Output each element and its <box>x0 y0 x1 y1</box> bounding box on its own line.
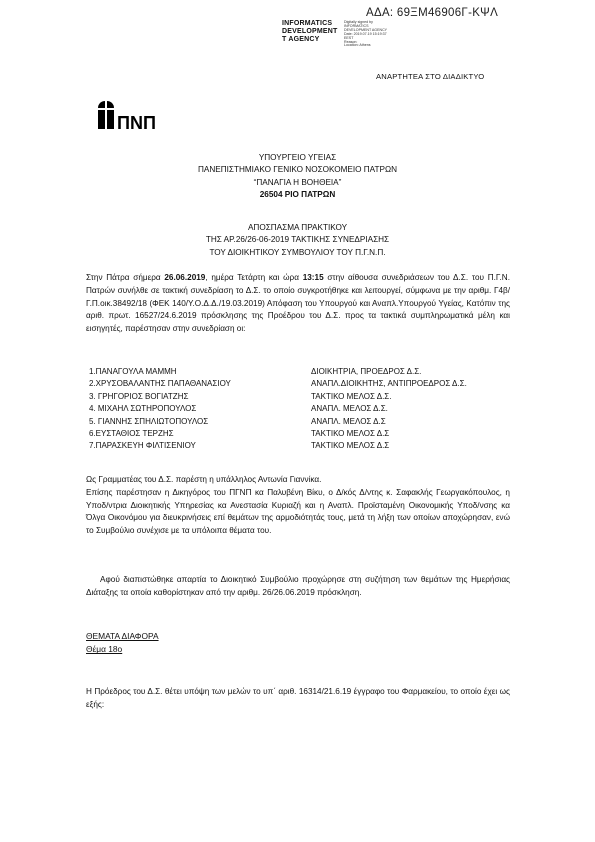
secretary-line: Ως Γραμματέας του Δ.Σ. παρέστη η υπάλληλος Αντωνία Γιαννίκα. <box>86 475 322 484</box>
pnp-hospital-logo <box>96 100 156 132</box>
member-name: 2.ΧΡΥΣΟΒΑΛΑΝΤΗΣ ΠΑΠΑΘΑΝΑΣΙΟΥ <box>89 379 231 389</box>
member-role: ΤΑΚΤΙΚΟ ΜΕΛΟΣ Δ.Σ. <box>311 391 392 401</box>
digital-signature-stamp <box>282 20 394 48</box>
logo-text: ΠΝΠ <box>117 113 156 132</box>
topic-number: Θέμα 18ο <box>86 644 123 655</box>
also-present-text: Επίσης παρέστησαν η Δικηγόρος του ΠΓΝΠ κα Παλυβένη Βίκυ, ο Δ/κός Δ/ντης κ. Σαφακλής Γεωργακόπουλος, η Υποδ/ντρια Διοικητικής Υπηρεσίας κα Ανεστασία Κυριαζή και η Αναπλ. Προϊσταμένη Οικονομικής Υποδ/νσης κα Όλγα Οικονόμου για διευκρινήσεις επί θεμάτων της αρμοδιότητάς τους, μετά τη λήξη των οποίων αποχώρησαν, ενώ το Συμβούλιο συνέχισε με τα υπόλοιπα θέματα του. <box>86 487 510 536</box>
member-row <box>89 391 509 403</box>
signature-details <box>344 21 387 48</box>
topics-heading: ΘΕΜΑΤΑ ΔΙΑΦΟΡΑ <box>86 631 159 641</box>
member-role: ΑΝΑΠΛ.ΔΙΟΙΚΗΤΗΣ, ΑΝΤΙΠΡΟΕΔΡΟΣ Δ.Σ. <box>311 379 467 389</box>
ida-line: DEVELOPMENT <box>282 28 338 35</box>
member-name: 1.ΠΑΝΑΓΟΥΛΑ ΜΑΜΜΗ <box>89 367 177 376</box>
signature-detail-line: Date: 2019.07.19 15:19:37 <box>344 31 387 36</box>
logo-symbol-icon <box>98 101 114 129</box>
quorum-paragraph: Αφού διαπιστώθηκε απαρτία το Διοικητικό Συμβούλιο προχώρησε στη συζήτηση των θεμάτων της Ημερήσιας Διάταξης τα οποία καθορίστηκαν από την αριθμ. 26/26.06.2019 πρόσκληση. <box>86 575 510 597</box>
member-role: ΔΙΟΙΚΗΤΡΙΑ, ΠΡΟΕΔΡΟΣ Δ.Σ. <box>311 367 422 376</box>
signature-detail-line: INFORMATICS <box>344 23 369 28</box>
ada-code: ΑΔΑ: 69ΞΜ46906Γ-ΚΨΛ <box>366 7 499 19</box>
extract-title: ΑΠΟΣΠΑΣΜΑ ΠΡΑΚΤΙΚΟΥ <box>247 223 348 232</box>
member-row <box>89 366 509 378</box>
hospital-name: ΠΑΝΕΠΙΣΤΗΜΙΑΚΟ ΓΕΝΙΚΟ ΝΟΣΟΚΟΜΕΙΟ ΠΑΤΡΩΝ <box>197 165 398 175</box>
ida-line: T AGENCY <box>282 36 320 43</box>
member-row <box>89 416 509 428</box>
member-name: 7.ΠΑΡΑΣΚΕΥΗ ΦΙΛΤΙΣΕΝΙΟΥ <box>89 441 196 451</box>
intro-text: , ημέρα Τετάρτη και ώρα <box>205 273 299 282</box>
member-row <box>89 428 509 440</box>
signature-detail-line: Reason: <box>344 39 358 44</box>
meeting-date: 26.06.2019 <box>164 273 206 282</box>
member-role: ΤΑΚΤΙΚΟ ΜΕΛΟΣ Δ.Σ <box>311 441 390 451</box>
member-role: ΑΝΑΠΛ. ΜΕΛΟΣ Δ.Σ. <box>311 404 388 414</box>
board-line: ΤΟΥ ΔΙΟΙΚΗΤΙΚΟΥ ΣΥΜΒΟΥΛΙΟΥ ΤΟΥ Π.Γ.Ν.Π. <box>209 247 386 257</box>
hospital-title: “ΠΑΝΑΓΙΑ Η ΒΟΗΘΕΙΑ” <box>253 177 342 187</box>
member-role: ΤΑΚΤΙΚΟ ΜΕΛΟΣ Δ.Σ <box>311 428 390 438</box>
session-line: ΤΗΣ ΑΡ.26/26-06-2019 ΤΑΚΤΙΚΗΣ ΣΥΝΕΔΡΙΑΣΗΣ <box>205 235 390 245</box>
member-name: 6.ΕΥΣΤΑΘΙΟΣ ΤΕΡΖΗΣ <box>89 428 174 438</box>
publish-online-note: ΑΝΑΡΤΗΤΕΑ ΣΤΟ ΔΙΑΔΙΚΤΥΟ <box>376 72 485 81</box>
member-row <box>89 378 509 390</box>
signature-detail-line: Location: Athens <box>344 43 371 48</box>
signature-detail-line: Digitally signed by <box>344 20 373 24</box>
member-name: 3. ΓΡΗΓΟΡΙΟΣ ΒΟΓΙΑΤΖΗΣ <box>89 391 189 401</box>
member-name: 5. ΓΙΑΝΝΗΣ ΣΠΗΛΙΩΤΟΠΟΥΛΟΣ <box>89 416 209 426</box>
hospital-address: 26504 ΡΙΟ ΠΑΤΡΩΝ <box>259 190 336 200</box>
intro-text: Στην Πάτρα σήμερα <box>86 273 161 282</box>
member-name: 4. ΜΙΧΑΗΛ ΣΩΤΗΡΟΠΟΥΛΟΣ <box>89 404 197 414</box>
final-paragraph: Η Πρόεδρος του Δ.Σ. θέτει υπόψη των μελών το υπ΄ αριθ. 16314/21.6.19 έγγραφο του Φαρμακείου, το οποίο έχει ως εξής: <box>86 687 510 709</box>
member-row <box>89 403 509 415</box>
meeting-time: 13:15 <box>302 273 324 282</box>
ministry-name: ΥΠΟΥΡΓΕΙΟ ΥΓΕΙΑΣ <box>258 153 337 162</box>
intro-text: στην αίθουσα συνεδριάσεων του Δ.Σ. του Π.Γ.Ν. Πατρών συνήλθε σε τακτική συνεδρίαση το Δ.Σ. το οποίο συγκροτήθηκε και λειτουργεί, σύμφωνα με την αριθμ. Γ4β/Γ.Π.οικ.38492/18 (ΦΕΚ 140/Υ.Ο.Δ.Δ./19.03.2019) Απόφαση του Υπουργού και Αναπλ.Υπουργού Υγείας, Κατόπιν της αριθ. πρωτ. 16527/24.6.2019 πρόσκλησης της Προέδρου του Δ.Σ. προς τα τακτικά συμπληρωματικά μέλη και εισηγητές, παρέστησαν στην συνεδρίαση οι: <box>86 273 510 334</box>
member-row <box>89 440 509 452</box>
signature-detail-line: DEVELOPMENT AGENCY <box>344 27 388 32</box>
ida-name <box>282 20 337 44</box>
members-list <box>89 366 509 453</box>
member-role: ΑΝΑΠΛ. ΜΕΛΟΣ Δ.Σ <box>311 416 386 426</box>
extract-title-block <box>0 222 595 259</box>
signature-detail-line: EEST <box>344 35 354 40</box>
ida-line: INFORMATICS <box>282 20 333 27</box>
intro-paragraph <box>86 272 510 336</box>
document-header <box>0 152 595 202</box>
attendance-paragraph <box>86 474 510 538</box>
topics-section <box>86 630 159 657</box>
